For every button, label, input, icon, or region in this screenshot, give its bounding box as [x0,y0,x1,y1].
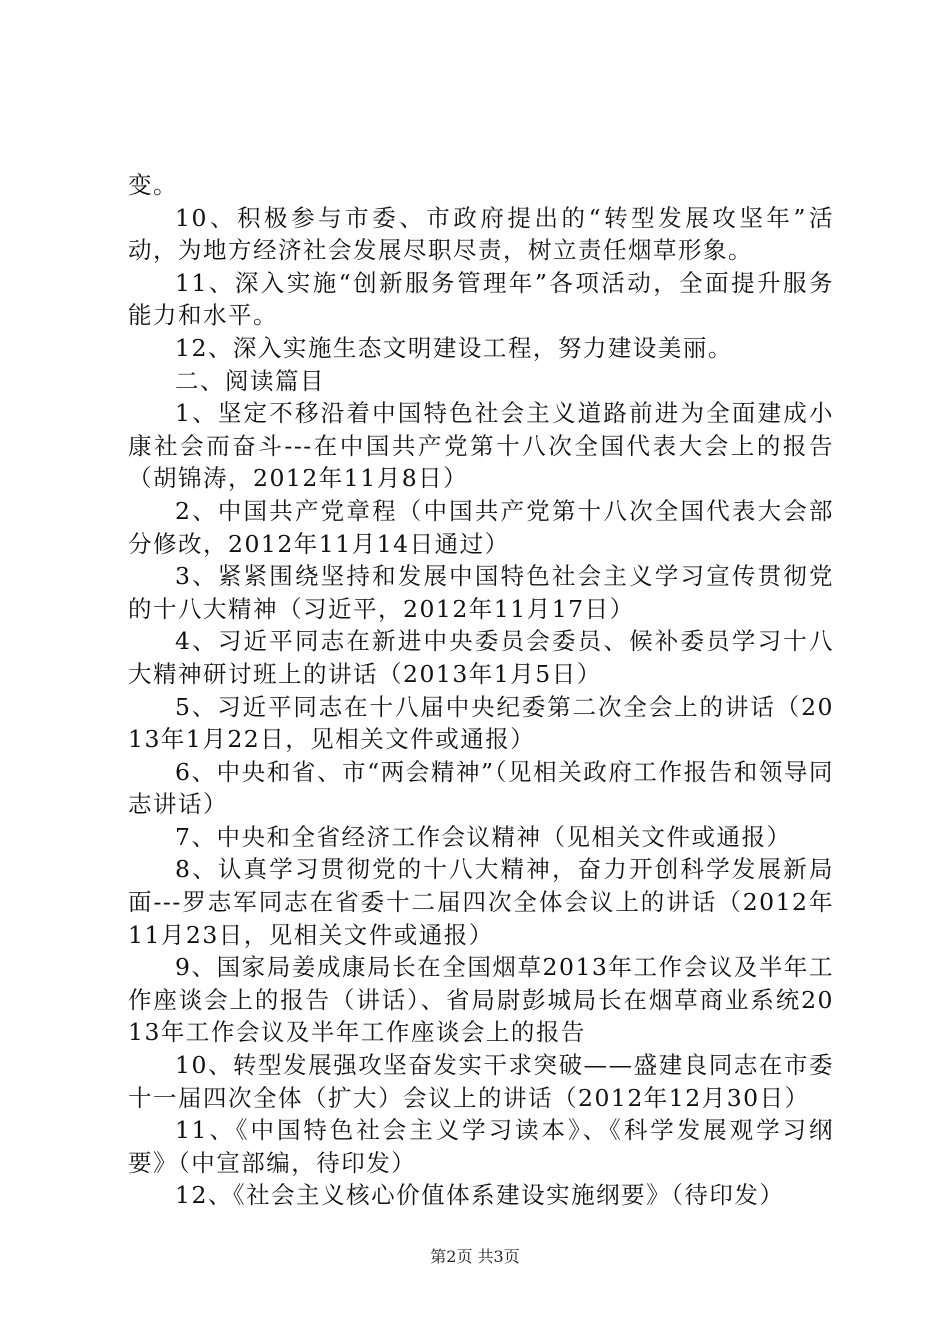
reading-item-3: 3、紧紧围绕坚持和发展中国特色社会主义学习宣传贯彻党的十八大精神（习近平，2012年11月17日） [128,562,834,623]
paragraph-item-10-activity: 10、积极参与市委、市政府提出的“转型发展攻坚年”活动，为地方经济社会发展尽职尽责，树立责任烟草形象。 [128,203,834,265]
reading-item-10: 10、转型发展强攻坚奋发实干求突破——盛建良同志在市委十一届四次全体（扩大）会议上的讲话（2012年12月30日） [128,1051,834,1112]
reading-item-7: 7、中央和全省经济工作会议精神（见相关文件或通报） [175,822,792,851]
reading-item-12: 12、《社会主义核心价值体系建设实施纲要》（待印发） [175,1181,785,1210]
reading-item-1: 1、坚定不移沿着中国特色社会主义道路前进为全面建成小康社会而奋斗---在中国共产党第十八次全国代表大会上的报告（胡锦涛，2012年11月8日） [128,399,834,493]
reading-item-8: 8、认真学习贯彻党的十八大精神，奋力开创科学发展新局面---罗志军同志在省委十二届四次全体会议上的讲话（2012年11月23日，见相关文件或通报） [128,855,834,949]
paragraph-item-11-activity: 11、深入实施“创新服务管理年”各项活动，全面提升服务能力和水平。 [128,268,834,330]
section-heading-reading-list: 二、阅读篇目 [175,366,325,395]
reading-item-11: 11、《中国特色社会主义学习读本》、《科学发展观学习纲要》（中宣部编，待印发） [128,1116,834,1177]
document-body [128,169,834,1212]
page-number-footer: 第2页 共3页 [430,1247,520,1266]
reading-item-2: 2、中国共产党章程（中国共产党第十八次全国代表大会部分修改，2012年11月14日通过） [128,496,834,558]
paragraph-continuation: 变。 [128,171,178,199]
reading-item-6: 6、中央和省、市“两会精神”（见相关政府工作报告和领导同志讲话） [128,757,834,819]
reading-item-9: 9、国家局姜成康局长在全国烟草2013年工作会议及半年工作座谈会上的报告（讲话）、省局尉彭城局长在烟草商业系统2013年工作会议及半年工作座谈会上的报告 [128,953,834,1047]
reading-item-4: 4、习近平同志在新进中央委员会委员、候补委员学习十八大精神研讨班上的讲话（2013年1月5日） [128,627,834,688]
paragraph-item-12-activity: 12、深入实施生态文明建设工程，努力建设美丽。 [175,333,733,362]
reading-item-5: 5、习近平同志在十八届中央纪委第二次全会上的讲话（2013年1月22日，见相关文件或通报） [128,692,834,754]
